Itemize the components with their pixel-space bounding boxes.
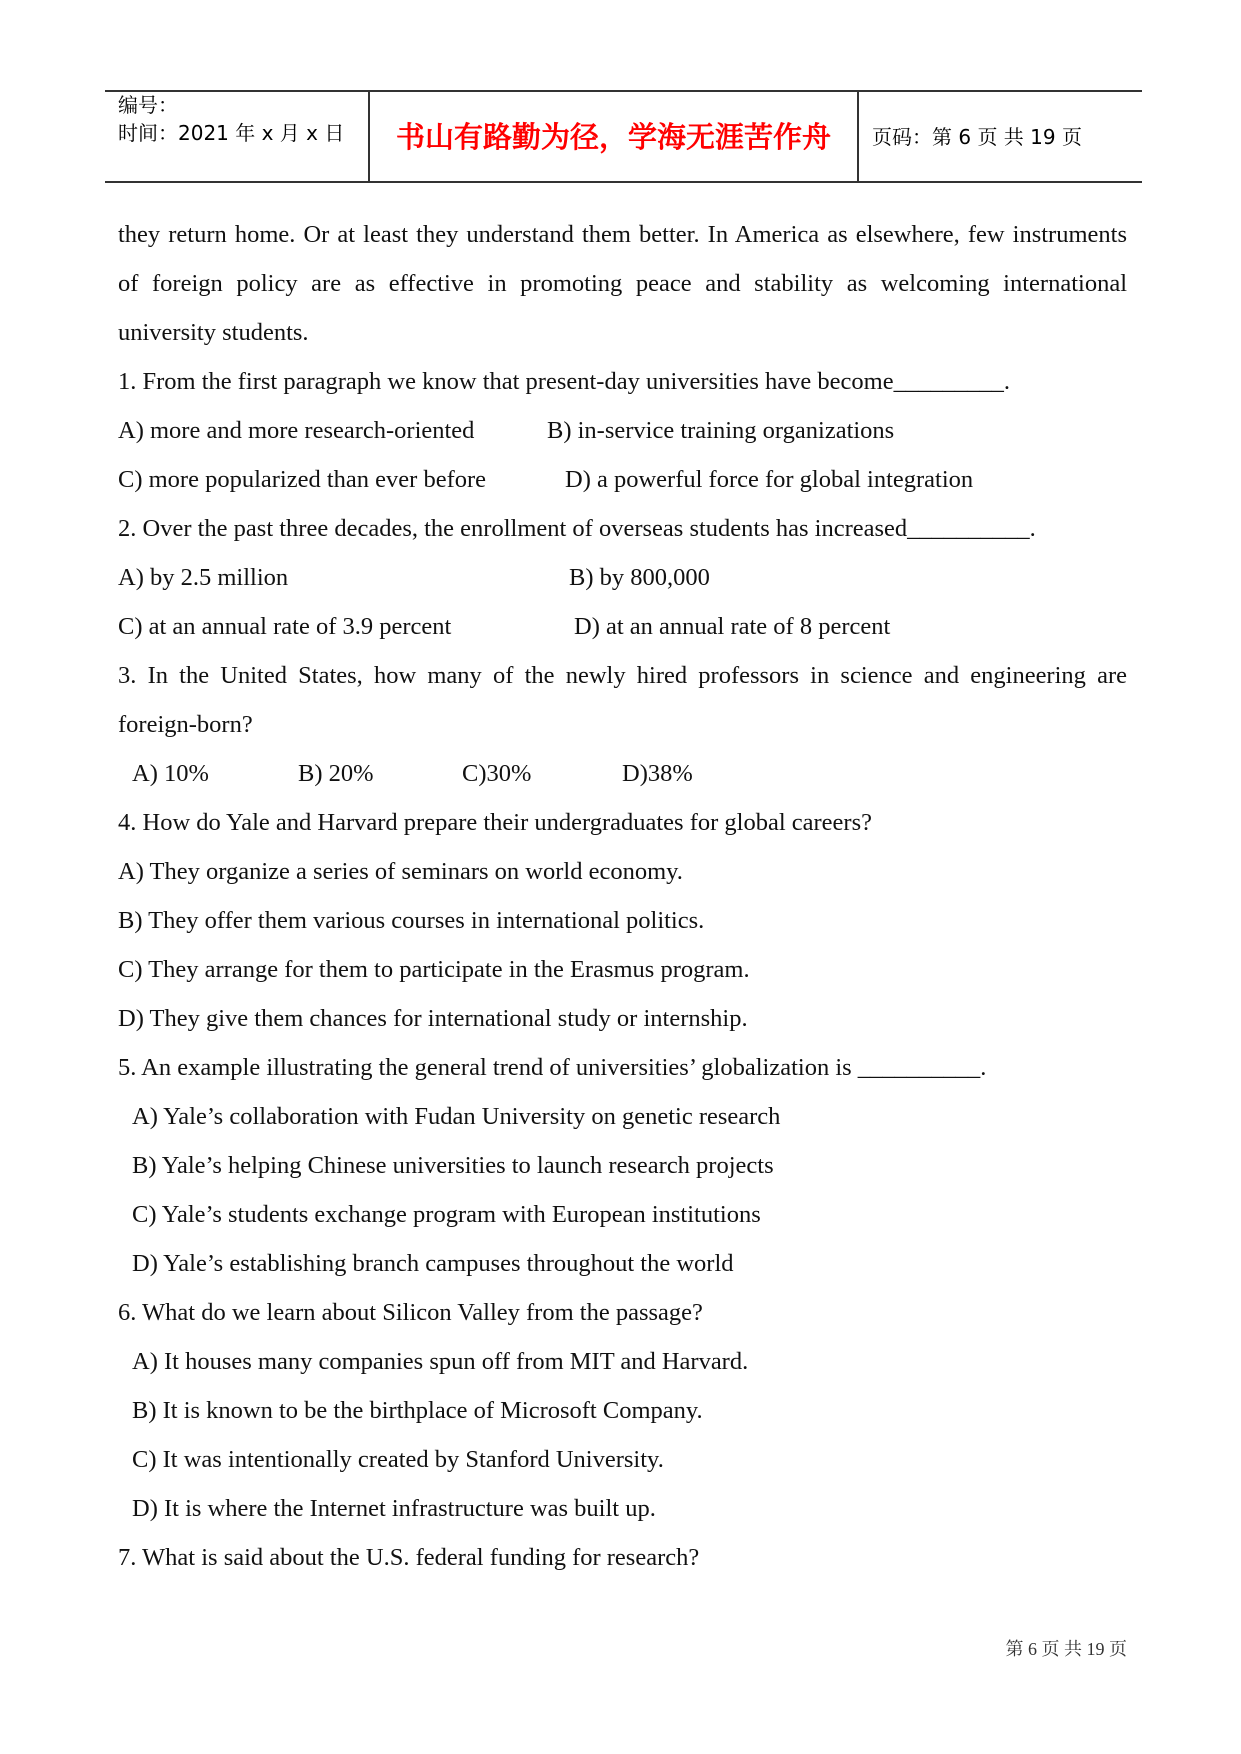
option-a: A) by 2.5 million <box>118 564 289 591</box>
question-5 <box>118 1043 1127 1288</box>
option-b: B) They offer them various courses in international politics. <box>118 907 705 934</box>
option-b: B) by 800,000 <box>569 564 710 591</box>
header-bottom-rule <box>105 181 1142 183</box>
page-info: 页码：第 6 页 共 19 页 <box>872 125 1082 149</box>
date-label: 时间：2021 年 x 月 x 日 <box>118 121 345 145</box>
question-stem: 4. How do Yale and Harvard prepare their undergraduates for global careers? <box>118 809 872 836</box>
option-c: C) more popularized than ever before <box>118 466 487 493</box>
option-a: A) 10% <box>132 760 209 787</box>
passage <box>118 210 1127 357</box>
question-stem: 6. What do we learn about Silicon Valley from the passage? <box>118 1299 703 1326</box>
option-row <box>118 406 1127 455</box>
question-stem: 2. Over the past three decades, the enrollment of overseas students has increased__________. <box>118 515 1036 542</box>
question-6 <box>118 1288 1127 1533</box>
option-b: B) in-service training organizations <box>547 417 895 444</box>
option-c: C) It was intentionally created by Stanford University. <box>132 1446 664 1473</box>
question-stem: 1. From the first paragraph we know that present-day universities have become_________. <box>118 368 1010 395</box>
question-2 <box>118 504 1127 651</box>
option-c: C) Yale’s students exchange program with European institutions <box>132 1201 761 1228</box>
option-d: D) It is where the Internet infrastructure was built up. <box>132 1495 656 1522</box>
option-row <box>118 749 1127 798</box>
question-7 <box>118 1533 1127 1582</box>
passage-line: they return home. Or at least they understand them better. In America as elsewhere, few instruments <box>118 221 1127 248</box>
option-c: C)30% <box>462 760 532 787</box>
document-body <box>118 210 1127 1582</box>
option-d: D) Yale’s establishing branch campuses throughout the world <box>132 1250 734 1277</box>
option-c: C) They arrange for them to participate in the Erasmus program. <box>118 956 750 983</box>
option-a: A) Yale’s collaboration with Fudan University on genetic research <box>132 1103 781 1130</box>
passage-line: university students. <box>118 319 309 346</box>
option-d: D) a powerful force for global integration <box>565 466 974 493</box>
option-a: A) They organize a series of seminars on world economy. <box>118 858 683 885</box>
option-c: C) at an annual rate of 3.9 percent <box>118 613 452 640</box>
serial-number-label: 编号： <box>118 93 178 117</box>
motto-title: 书山有路勤为径，学海无涯苦作舟 <box>395 120 831 154</box>
option-b: B) Yale’s helping Chinese universities to launch research projects <box>132 1152 774 1179</box>
option-a: A) It houses many companies spun off from MIT and Harvard. <box>132 1348 749 1375</box>
option-row <box>118 455 1127 504</box>
passage-line: of foreign policy are as effective in promoting peace and stability as welcoming international <box>118 270 1127 297</box>
page-footer-number: 第 6 页 共 19 页 <box>1005 1639 1127 1659</box>
option-d: D) at an annual rate of 8 percent <box>574 613 891 640</box>
question-stem: 7. What is said about the U.S. federal funding for research? <box>118 1544 700 1571</box>
option-d: D) They give them chances for international study or internship. <box>118 1005 748 1032</box>
option-row <box>118 553 1127 602</box>
option-a: A) more and more research-oriented <box>118 417 475 444</box>
option-row <box>118 602 1127 651</box>
option-d: D)38% <box>622 760 693 787</box>
question-4 <box>118 798 1127 1043</box>
option-b: B) It is known to be the birthplace of Microsoft Company. <box>132 1397 703 1424</box>
question-stem: foreign-born? <box>118 711 253 738</box>
question-1 <box>118 357 1127 504</box>
question-3 <box>118 651 1127 798</box>
option-b: B) 20% <box>298 760 374 787</box>
header-top-rule <box>105 90 1142 92</box>
question-stem: 5. An example illustrating the general trend of universities’ globalization is __________. <box>118 1054 987 1081</box>
question-stem: 3. In the United States, how many of the newly hired professors in science and engineering are <box>118 662 1127 689</box>
